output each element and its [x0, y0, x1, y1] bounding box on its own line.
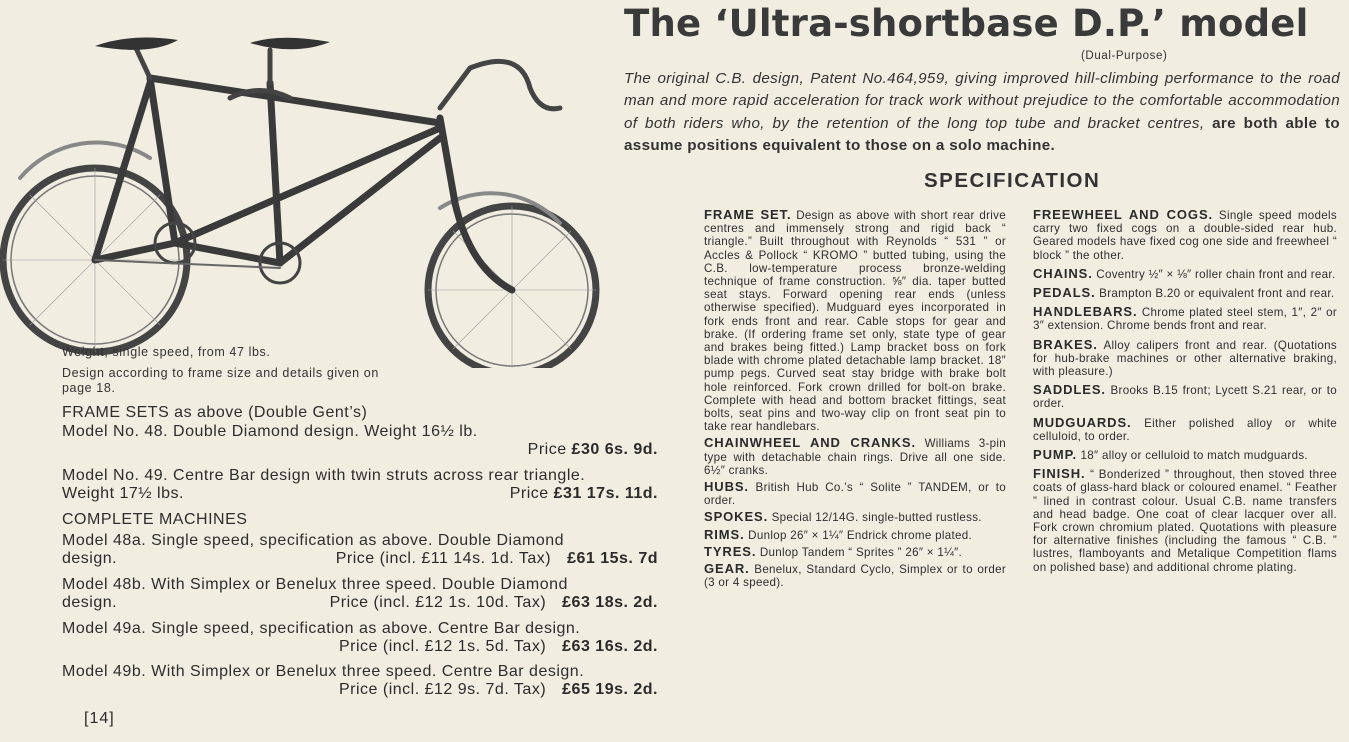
intro-paragraph [624, 68, 1340, 157]
page-subtitle: (Dual-Purpose) [1081, 50, 1168, 62]
model-49-description: Model No. 49. Centre Bar design with twin struts across rear triangle. [62, 467, 586, 484]
intro-end: are both able to assume positions equivalent to those on a solo machine. [624, 114, 1340, 154]
model-49b-price: £65 19s. 2d. [562, 681, 658, 698]
spec-item-pump: PUMP. 18″ alloy or celluloid to match mudguards. [1033, 447, 1308, 463]
weight-note: Weight, single speed, from 47 lbs. [62, 345, 271, 359]
page-title: The ‘Ultra-shortbase D.P.’ model [624, 2, 1309, 45]
complete-machines-heading: COMPLETE MACHINES [62, 511, 248, 528]
model-48-description: Model No. 48. Double Diamond design. Weight 16½ lb. [62, 423, 478, 440]
spec-item-handlebars: HANDLEBARS. Chrome plated steel stem, 1″, 2″ or 3″ extension. Chrome bends front and rear. [1033, 304, 1337, 333]
model-48a-line-1: Model 48a. Single speed, specification as above. Double Diamond [62, 532, 565, 549]
model-49-price-label: Price [509, 485, 549, 502]
model-49a-line-2 [62, 638, 658, 656]
spec-item-gear: GEAR. Benelux, Standard Cyclo, Simplex or to order (3 or 4 speed). [704, 561, 1006, 590]
model-48b-price-label: Price (incl. £12 1s. 10d. Tax) [329, 594, 547, 611]
model-48a-price: £61 15s. 7d [567, 550, 658, 567]
model-49-row [62, 485, 658, 503]
model-49a-line-1: Model 49a. Single speed, specification as above. Centre Bar design. [62, 620, 581, 637]
model-48-price-row [62, 441, 658, 459]
spec-column-left [704, 208, 1006, 592]
spec-item-mudguards: MUDGUARDS. Either polished alloy or white celluloid, to order. [1033, 414, 1337, 443]
model-49-price: £31 17s. 11d. [553, 485, 658, 502]
specification-heading: SPECIFICATION [924, 169, 1101, 192]
spec-item-chainwheel: CHAINWHEEL AND CRANKS. Williams 3-pin type with detachable chain rings. Drive all one side. 6½″ cranks. [704, 435, 1006, 477]
intro-text: The original C.B. design, Patent No.464,959, giving improved hill-climbing performance to the road man and more rapid acceleration for track work without prejudice to the comfortable accommodation of both riders who, by the retention of the long top tube and bracket centres, [624, 70, 1340, 132]
spec-column-right [1033, 208, 1337, 579]
spec-item-spokes: SPOKES. Special 12/14G. single-butted rustless. [704, 509, 982, 525]
model-48a-line-2 [62, 550, 658, 568]
design-note [62, 366, 658, 396]
model-48b-price: £63 18s. 2d. [562, 594, 658, 611]
spec-item-pedals: PEDALS. Brampton B.20 or equivalent front and rear. [1033, 285, 1335, 301]
model-48b-line-2 [62, 594, 658, 612]
spec-item-finish: FINISH. “ Bonderized ” throughout, then stoved three coats of glass-hard black or coloured enamel. “ Feather ” lined in contrast colour. Usual C.B. name transfers and head badge. One coat of clear lacquer over all. Fork crown chromium plated. Quotations with pleasure for alternative finishes (including the famous “ C.B. ” lustres, flamboyants and Metalique Competition flams on polished base) and additional chrome plating. [1033, 466, 1337, 574]
model-49b-price-label: Price (incl. £12 9s. 7d. Tax) [338, 681, 547, 698]
spec-item-rims: RIMS. Dunlop 26″ × 1¼″ Endrick chrome plated. [704, 526, 973, 542]
model-48b-line-1: Model 48b. With Simplex or Benelux three speed. Double Diamond [62, 576, 568, 593]
model-48b-design: design. [62, 594, 118, 611]
model-49b-line-1: Model 49b. With Simplex or Benelux three speed. Centre Bar design. [62, 663, 585, 680]
spec-item-frame-set: FRAME SET. Design as above with short rear drive centres and immensely strong and rigid back “ triangle.” Built throughout with Reynolds “ 531 ” or Accles & Pollock “ KROMO ” butted tubing, using the C.B. low-temperature process bronze-welding technique of frame construction. ⅝″ dia. taper butted seat stays. Forward opening rear ends (unless otherwise specified). Mudguard eyes incorporated in fork ends front and rear. Cable stops for gear and brake. (If ordering frame set only, state type of gear and brakes being fitted.) Lamp bracket boss on fork blade with chrome plated detachable lamp bracket. 18″ pump pegs. Curved seat stay bridge with brake bolt hole reinforced. Fork crown drilled for bolt-on brake. Complete with head and bottom bracket fittings, seat bolts, seat pins and two-way clip on front seat pin to take rear handlebars. [704, 207, 1006, 434]
model-48a-price-label: Price (incl. £11 14s. 1d. Tax) [335, 550, 552, 567]
model-49-weight: Weight 17½ lbs. [62, 485, 184, 502]
model-49a-price: £63 16s. 2d. [562, 638, 658, 655]
model-48-price-label: Price [527, 441, 567, 458]
page-number: [14] [84, 710, 115, 727]
model-49a-price-label: Price (incl. £12 1s. 5d. Tax) [338, 638, 547, 655]
model-48-price: £30 6s. 9d. [571, 441, 658, 458]
tandem-bicycle-illustration [0, 28, 600, 368]
spec-item-freewheel: FREEWHEEL AND COGS. Single speed models carry two fixed cogs on a double-sided rear hub. Geared models have fixed cog one side and freewheel “ block ” the other. [1033, 207, 1338, 262]
spec-item-brakes: BRAKES. Alloy calipers front and rear. (Quotations for hub-brake machines or other alternative braking, with pleasure.) [1033, 336, 1337, 379]
design-note-line-2: page 18. [62, 381, 116, 395]
design-note-line-1: Design according to frame size and details given on [62, 366, 379, 380]
model-48a-design: design. [62, 550, 118, 567]
spec-item-chains: CHAINS. Coventry ½″ × ⅛″ roller chain front and rear. [1033, 265, 1336, 281]
spec-item-hubs: HUBS. British Hub Co.’s “ Solite ” TANDEM, or to order. [704, 479, 1006, 508]
spec-item-tyres: TYRES. Dunlop Tandem “ Sprites ” 26″ × 1¼″. [704, 543, 963, 559]
spec-item-saddles: SADDLES. Brooks B.15 front; Lycett S.21 rear, or to order. [1033, 382, 1337, 411]
model-49b-line-2 [62, 681, 658, 699]
frame-sets-heading: FRAME SETS as above (Double Gent’s) [62, 404, 368, 421]
